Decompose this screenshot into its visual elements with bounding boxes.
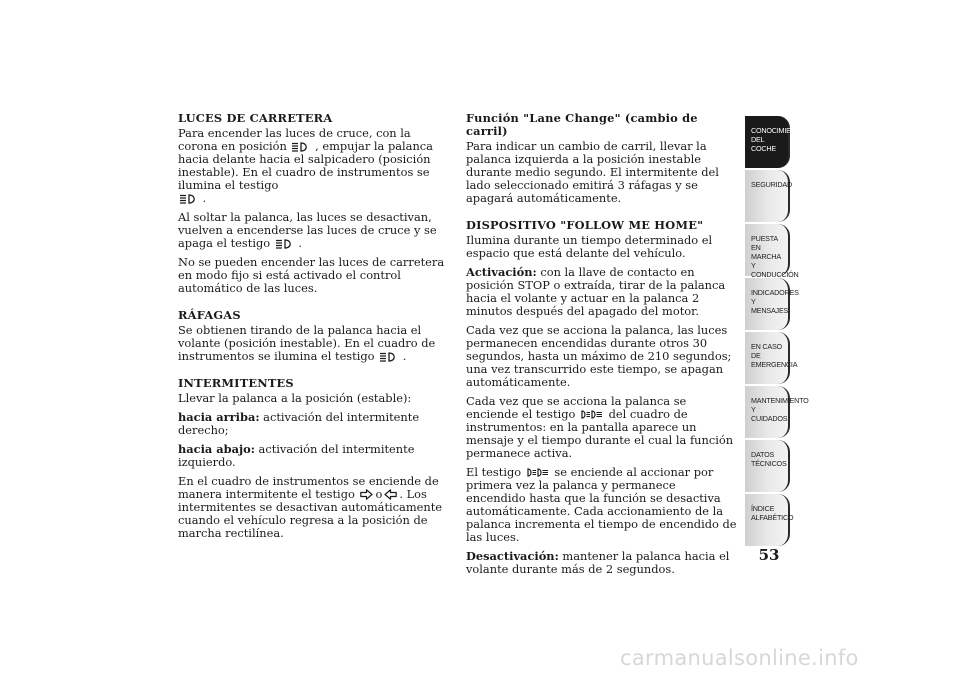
right-column [466,112,738,582]
text: . [298,236,302,250]
paragraph [178,411,450,437]
high-beam-icon [292,142,309,152]
text: mantener la palanca hacia el volante durante más de 2 segundos. [466,549,730,576]
paragraph: No se pueden encender las luces de carretera en modo fijo si está activado el control automático de las luces. [178,255,445,295]
text: Cada vez que se acciona la palanca se enciende el testigo [466,394,687,421]
paragraph [178,475,450,540]
text: . Los intermitentes se desactivan automáticamente cuando el vehículo regresa a la posición de marcha rectilínea. [178,487,443,540]
paragraph: Para indicar un cambio de carril, llevar la palanca izquierda a la posición inestable durante medio segundo. El intermitente del lado seleccionado emitirá 3 ráfagas y se apagará automáticamente. [466,139,719,205]
follow-me-home-icon [527,467,549,478]
label-activacion: Activación: [466,265,537,279]
paragraph [466,395,738,460]
page-number: 53 [758,546,780,564]
high-beam-icon [380,352,397,362]
tab-seguridad[interactable]: SEGURIDAD [745,170,790,222]
tab-puesta-en-marcha[interactable]: PUESTA EN MARCHA Y CONDUCCIÓN [745,224,790,276]
text: se enciende al accionar por primera vez la palanca y permanece encendido hasta que la función se desactiva automáticamente. Cada accionamiento de la palanca incrementa el tiempo de encendido de las luces. [466,465,737,544]
text: Se obtienen tirando de la palanca hacia el volante (posición inestable). En el cuadro de instrumentos se ilumina el testigo [178,323,436,363]
text: Para encender las luces de cruce, con la corona en posición [178,126,411,153]
watermark: carmanualsonline.info [620,646,859,670]
tab-mantenimiento[interactable]: MANTENIMIENTO Y CUIDADOS [745,386,790,438]
tab-conocimiento-del-coche[interactable]: CONOCIMIENTO DEL COCHE [745,116,790,168]
text: con la llave de contacto en posición STOP o extraída, tirar de la palanca hacia el volante y actuar en la palanca 2 minutos después del apagado del motor. [466,265,726,318]
text: . [202,191,207,205]
paragraph [466,466,738,544]
section-title-intermitentes: INTERMITENTES [178,376,294,390]
text: activación del intermitente izquierdo. [178,442,415,469]
paragraph [178,324,450,363]
high-beam-icon [180,194,197,204]
turn-signal-left-icon [384,489,397,500]
follow-me-home-icon [581,409,603,420]
tab-en-caso-de-emergencia[interactable]: EN CASO DE EMERGENCIA [745,332,790,384]
paragraph [178,127,450,205]
label-hacia-abajo: hacia abajo: [178,442,255,456]
tab-datos-tecnicos[interactable]: DATOS TÉCNICOS [745,440,790,492]
high-beam-icon [276,239,293,249]
text: o [375,487,383,501]
section-title-follow-me-home: DISPOSITIVO "FOLLOW ME HOME" [466,218,704,232]
chapter-tabs [745,116,809,548]
paragraph: Cada vez que se acciona la palanca, las luces permanecen encendidas durante otros 30 segundos, hasta un máximo de 210 segundos; una vez transcurrido este tiempo, se apagan automáticamente. [466,323,732,389]
label-desactivacion: Desactivación: [466,549,559,563]
label-hacia-arriba: hacia arriba: [178,410,260,424]
paragraph [178,211,450,250]
turn-signal-right-icon [360,489,373,500]
tab-indicadores-y-mensajes[interactable]: INDICADORES Y MENSAJES [745,278,790,330]
paragraph [178,443,450,469]
section-title-luces-carretera: LUCES DE CARRETERA [178,111,333,125]
text: activación del intermitente derecho; [178,410,420,437]
section-title-rafagas: RÁFAGAS [178,308,241,322]
text: del cuadro de instrumentos: en la pantalla aparece un mensaje y el tiempo durante el cual la función permanece activa. [466,407,734,460]
text: Al soltar la palanca, las luces se desactivan, vuelven a encenderse las luces de cruce y se apaga el testigo [178,210,437,250]
left-column [178,112,450,546]
text: En el cuadro de instrumentos se enciende de manera intermitente el testigo [178,474,439,501]
paragraph: Llevar la palanca a la posición (estable): [178,391,412,405]
text: El testigo [466,465,522,479]
paragraph: Ilumina durante un tiempo determinado el espacio que está delante del vehículo. [466,233,713,260]
tab-indice-alfabetico[interactable]: ÍNDICE ALFABÉTICO [745,494,790,546]
text: , empujar la palanca hacia delante hacia el salpicadero (posición inestable). En el cuadro de instrumentos se ilumina el testigo [178,139,433,192]
paragraph [466,550,738,576]
paragraph [466,266,738,318]
section-title-lane-change: Función "Lane Change" (cambio de carril) [466,111,698,138]
text: . [402,349,407,363]
